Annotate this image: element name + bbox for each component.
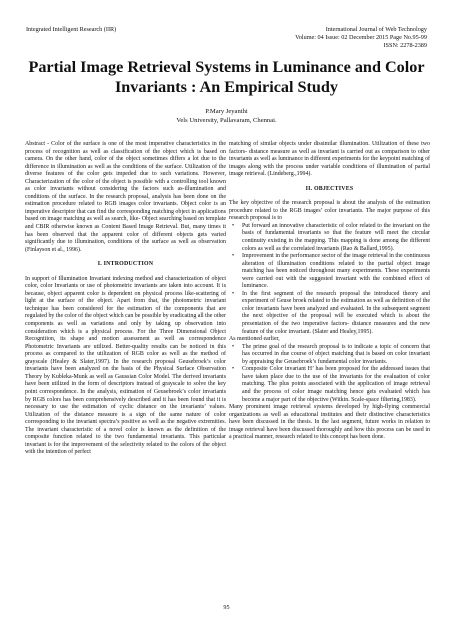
list-item [229,291,430,336]
right-column [229,141,430,442]
list-item [229,366,430,404]
list-item-text: The prime goal of the research proposal is to indicate a topic of concern that has occurred in due course of object matching that is based on color invariant by appraising the Geusebroek’s fundamental color invariants. [242,343,430,365]
list-item [229,344,430,367]
list-item-text: Composite Color invariant H’ has been proposed for the addressed issues that have taken place due to the use of the invariants for the evaluation of color matching. The plus points associated with the application of image retrieval and the process of color image matching hence gets evaluated which has become a major part of the objective (Witkin. Scale-space filtering,1983). [242,366,430,403]
section-heading-objectives: II. OBJECTIVES [305,185,354,192]
list-item-text: Put forward an innovative characteristic of color related to the invariant on the basis of fundamental invariants so that the feature will meet the circular continuity existing in the mapping. This mapping is done among the different colors as well as the correlated invariants (Rao & Ballard,1995). [242,222,430,252]
bullet-icon: • [232,222,235,229]
objectives-intro: The key objective of the research proposal is about the analysis of the estimation procedure related to the RGB images’ color invariants. The major purpose of this research proposal is to [229,200,430,222]
abstract: Abstract - Color of the surface is one of the most imperative characteristics in the process of recognition as well as classification of the object which is based on camera. On the other hand, color of the object sometimes differs a lot due to the difference in illumination as well as the conditions of the surface. Utilization of the diverse features of the color gets impeded due to such variations. However, Characterization of the color of the object is possible with a controlling tool known as color invariants without considering the factors such as-illumination and conditions of the surface. In the research proposal, analysis has been done on the estimation procedure related to RGB images color invariants. Object color is an imperative descriptor that can find the corresponding matching object in applications based on image matching as well as search, like- Object searching based on template and CBIR otherwise known as Content Based Image Retrieval. But, many times it has been observed that the apparent color of different objects gets varied significantly due to illumination, conditions of the surface as well as observation (Finlayson et al., 1996). [25,141,226,253]
bullet-icon: • [232,366,235,373]
closing-paragraph: Many prominent image retrieval systems developed by high-flying commercial organizations as well as educational institutes and their distinctive characteristics have been discussed in the thesis. In the last segment, future works in relation to image retrieval have been discussed thoroughly and how this process can be used in a practical manner, research related to this concept has been done. [229,404,430,441]
left-column [25,141,226,457]
journal-name: International Journal of Web Technology [325,26,427,33]
as-mentioned-text: As mentioned earlier, [229,336,280,343]
journal-info [295,26,427,51]
author-affiliation: Vels University, Pallavaram, Chennai. [176,116,277,124]
list-item-text: Improvement in the performance sector of the image retrieval in the continuous alteration of illumination conditions related to the partial object image matching has been noticed throughout many experiments. These experiments were carried out with the suggested invariant with the combined effect of luminance. [242,253,430,290]
journal-publisher: Integrated Intelligent Research (IIR) [26,26,117,33]
list-item [229,253,430,291]
journal-volume: Volume: 04 Issue: 02 December 2015 Page No.95-99 [295,34,427,42]
introduction-text: In support of Illumination Invariant indexing method and characterization of object color, color Invariants or use of photometric invariants are taken into account. It is because, object apparent color is dependent on physical process like-scattering of light at the surface of the object. Apart from that, the photometric invariant technique has been considered for the estimation of the components that are regulated by the color of the object which can be possible by eradicating all the other components as well as variations and only by taking up observation into consideration which is a physical process. For the Three Dimensional Object Recognition, its shape and motion assessment as well as correspondence Photometric Invariants are utilized. Better-quality results can be noticed in this process as compared to the utilization of RGB color as well as the method of grayscale (Healey & Slater,1997). In the research proposal Geusebroek’s color invariants have been analyzed on the basis of the Physical Surface Observation Theory by Kubleka-Munk as well as Gaussian Color Model. The derived invariants have been utilized in the form of descriptors instead of grayscale to solve the key point correspondence. In the analysis, estimation of Geusebroek’s color invariants by RGB colors has been comprehensively described and it has been found that it is necessary to use the estimation of cyclic distance on the invariants’ values. Utilization of the distance measure is a sign of the same nature of color corresponding to the invariant spectra’s positive as well as the negative extremities. The invariant characteristic of a novel color is known as the definition of the composite function related to the two fundamental invariants. This particular invariant is for the improvement of the selectivity related to the colors of the object with the intention of perfect [25,275,226,456]
list-item-text: In the first segment of the research proposal the introduced theory and experiment of Geuse broek related to the estimation as well as definition of the color invariants have been analyzed and evaluated. In the subsequent segment the next objective of the proposal will be executed which is about the presentation of the two imperative factors- distance measures and the new feature of the color invariant. (Slater and Healey,1995). [242,290,430,335]
bullet-icon: • [232,253,235,260]
introduction-continuation: matching of similar objects under dissimilar illumination. Utilization of these two factors- distance measure as well as invariant is carried out as comparison to other invariants as well as luminance in different experiments for the keypoint matching of images along with the process under variable conditions of illumination of partial image retrieval. (Lindeberg.,1994). [229,141,430,178]
list-item [229,223,430,253]
paper-title: Partial Image Retrieval Systems in Luminance and Color Invariants : An Empirical Study [28,58,425,96]
bullet-icon: • [232,343,235,350]
goals-list [229,344,430,404]
bullet-icon: • [232,290,235,297]
page-number: 95 [223,604,230,611]
objectives-list [229,223,430,336]
author-block [0,108,453,125]
author-name: P.Mary Jeyanthi [205,108,248,115]
journal-issn: ISSN: 2278-2389 [383,42,427,50]
section-heading-introduction: I. INTRODUCTION [97,261,154,268]
